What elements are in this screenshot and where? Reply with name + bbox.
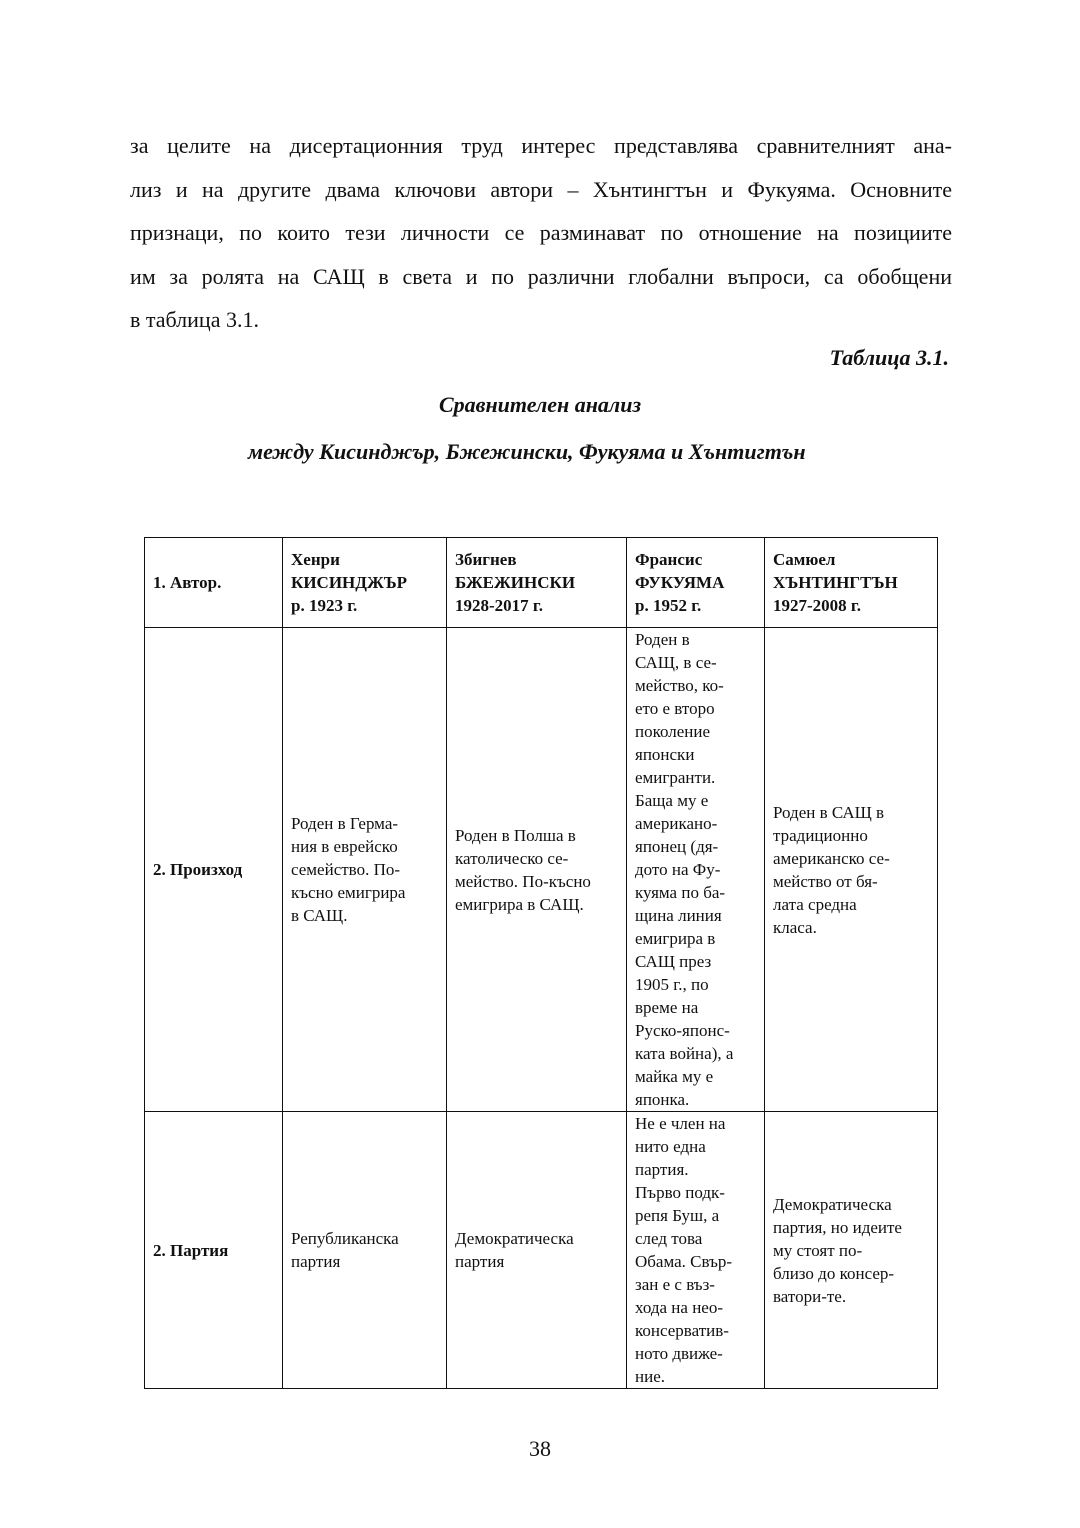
cell-line: зан е с въз- [635, 1275, 715, 1294]
cell-line: Демократическа [455, 1229, 574, 1248]
table-cell [765, 1112, 938, 1389]
cell-line: японски [635, 745, 695, 764]
cell-line: ние. [635, 1367, 665, 1386]
cell-line: нито една [635, 1137, 706, 1156]
cell-line: ватори-те. [773, 1286, 847, 1306]
row-header-origin: 2. Произход [145, 628, 283, 1112]
cell-line: дото на Фу- [635, 860, 721, 879]
cell-line: ката война), а [635, 1044, 734, 1063]
cell-line: ното движе- [635, 1344, 723, 1363]
cell-line: след това [635, 1229, 703, 1248]
table-cell [765, 628, 938, 1112]
row-header-author: 1. Автор. [145, 538, 283, 628]
cell-line: Републиканска [291, 1229, 399, 1248]
cell-line: САЩ през [635, 952, 712, 971]
table-subtitle: между Кисинджър, Бжежински, Фукуяма и Хънтигтън [248, 439, 806, 464]
table-cell [447, 628, 627, 1112]
cell-line: Роден в [635, 630, 690, 649]
header-huntington: Самюел ХЪНТИНГТЪН 1927-2008 г. [765, 538, 938, 628]
cell-line: Не е член на [635, 1114, 726, 1133]
table-cell [627, 1112, 765, 1389]
cell-line: консерватив- [635, 1321, 729, 1340]
cell-line: Обама. Свър- [635, 1252, 733, 1271]
cell-line: традиционно [773, 825, 868, 845]
cell-line: мейство, ко- [635, 676, 724, 695]
cell-line: Руско-японс- [635, 1021, 730, 1040]
cell-line: лата средна [773, 894, 857, 914]
cell-line: САЩ, в се- [635, 653, 717, 672]
cell-line: ния в еврейско [291, 837, 398, 856]
cell-line: католическо се- [455, 848, 569, 868]
page-number: 38 [529, 1436, 551, 1461]
cell-line: Баща му е [635, 791, 709, 810]
paragraph-line: признаци, по които тези личности се разминават по отношение на позициите [130, 220, 952, 245]
cell-line: Първо подк- [635, 1183, 725, 1202]
comparison-table [144, 537, 938, 1389]
cell-line: партия, но идеите [773, 1217, 902, 1237]
table-label: Таблица 3.1. [829, 345, 949, 370]
row-header-party: 2. Партия [145, 1112, 283, 1389]
paragraph-line: за целите на дисертационния труд интерес представлява сравнителният ана- [130, 133, 952, 158]
table-row [145, 628, 938, 1112]
paragraph-line: им за ролята на САЩ в света и по различни глобални въпроси, са обобщени [130, 263, 952, 289]
cell-line: репя Буш, а [635, 1206, 720, 1225]
body-paragraph [130, 124, 952, 342]
table-row [145, 1112, 938, 1389]
cell-line: Роден в САЩ в [773, 802, 885, 822]
cell-line: японка. [635, 1090, 690, 1109]
paragraph-line: в таблица 3.1. [130, 307, 259, 332]
cell-line: американо- [635, 814, 718, 833]
cell-line: майка му е [635, 1067, 714, 1086]
cell-line: хода на нео- [635, 1298, 724, 1317]
cell-line: японец (дя- [635, 837, 719, 856]
cell-line: партия. [635, 1160, 689, 1179]
table-title: Сравнителен анализ [438, 392, 642, 417]
cell-line: емигрира в [635, 929, 716, 948]
cell-line: късно емигрира [291, 883, 406, 902]
cell-line: време на [635, 998, 699, 1017]
cell-line: мейство. По-късно [455, 871, 591, 891]
cell-line: Демократическа [773, 1194, 892, 1214]
cell-line: американско се- [773, 848, 890, 868]
cell-line: емигранти. [635, 768, 716, 787]
cell-line: в САЩ. [291, 906, 348, 925]
cell-line: щина линия [635, 906, 722, 925]
header-fukuyama: Франсис ФУКУЯМА р. 1952 г. [627, 538, 765, 628]
table-cell [447, 1112, 627, 1389]
cell-line: емигрира в САЩ. [455, 894, 584, 914]
paragraph-line: лиз и на другите двама ключови автори – Хънтингтън и Фукуяма. Основните [130, 176, 952, 202]
table-cell [283, 1112, 447, 1389]
table-cell [627, 628, 765, 1112]
cell-line: куяма по ба- [635, 883, 726, 902]
cell-line: близо до консер- [773, 1263, 895, 1283]
cell-line: мейство от бя- [773, 871, 878, 891]
cell-line: партия [455, 1252, 505, 1271]
table-cell [283, 628, 447, 1112]
cell-line: Роден в Полша в [455, 825, 576, 845]
cell-line: класа. [773, 917, 817, 937]
cell-line: Роден в Герма- [291, 814, 399, 833]
cell-line: поколение [635, 722, 711, 741]
header-kissinger: Хенри КИСИНДЖЪР р. 1923 г. [283, 538, 447, 628]
header-brzezinski: Збигнев БЖЕЖИНСКИ 1928-2017 г. [447, 538, 627, 628]
table-header-row [145, 538, 938, 628]
cell-line: 1905 г., по [635, 975, 709, 994]
cell-line: ето е второ [635, 699, 715, 718]
cell-line: му стоят по- [773, 1240, 863, 1260]
cell-line: семейство. По- [291, 860, 401, 879]
cell-line: партия [291, 1252, 341, 1271]
